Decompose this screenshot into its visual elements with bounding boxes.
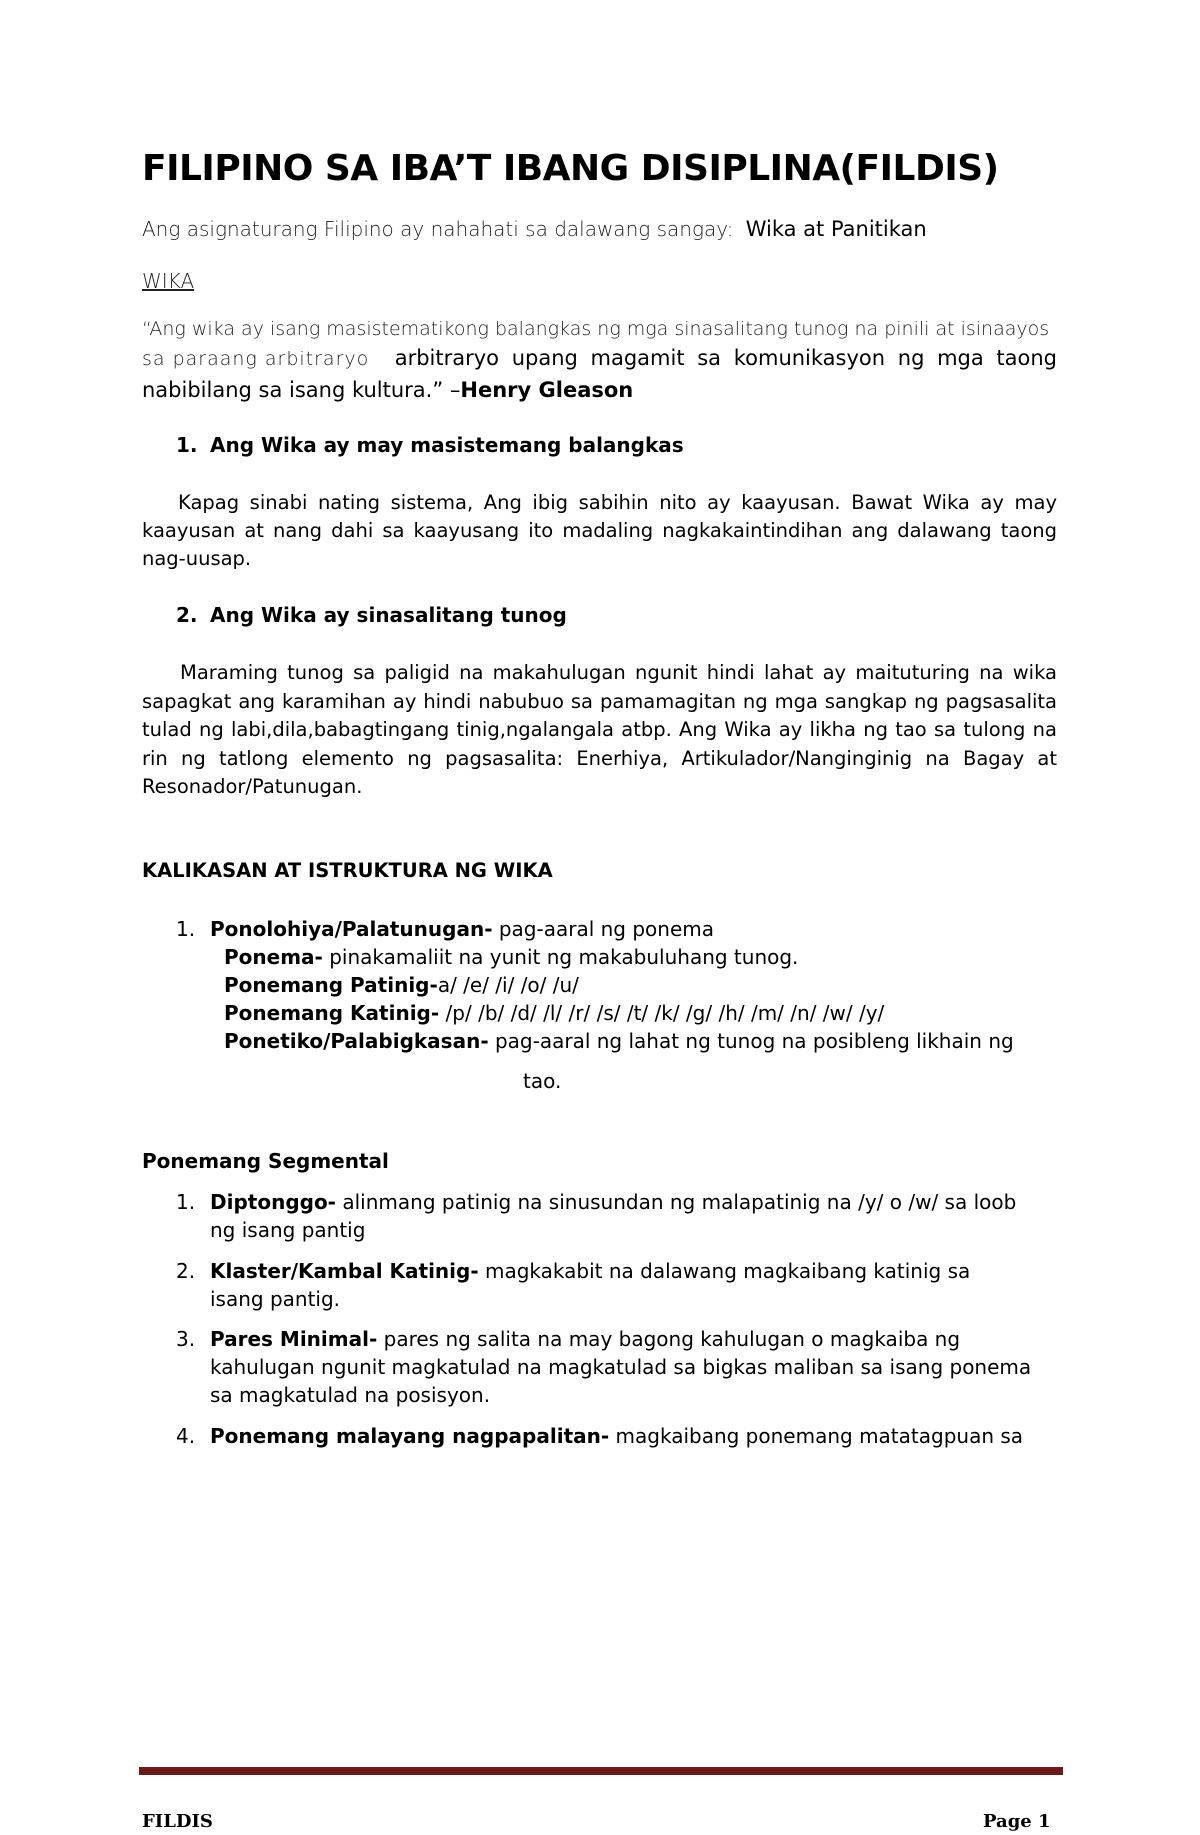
section2-heading	[176, 603, 567, 627]
segmental-item	[176, 1327, 960, 1351]
segmental-item-num: 4.	[176, 1424, 196, 1448]
katinig-line	[224, 1001, 884, 1025]
section1-heading	[176, 433, 684, 457]
definition-line-2b: arbitraryo upang magamit sa komunikasyon ng mga taong	[394, 346, 1057, 370]
segmental-item-line1: magkakabit na dalawang magkaibang katinig sa	[478, 1259, 971, 1283]
segmental-item-term: Diptonggo-	[210, 1190, 336, 1214]
segmental-item-term: Klaster/Kambal Katinig-	[210, 1259, 479, 1283]
footer-rule	[139, 1767, 1063, 1775]
segmental-item	[176, 1259, 970, 1283]
section1-num: 1.	[176, 433, 198, 457]
segmental-item-line3: sa magkatulad na posisyon.	[210, 1383, 491, 1407]
segmental-item-num: 1.	[176, 1190, 196, 1214]
definition-author: Henry Gleason	[460, 378, 634, 402]
segmental-item-line1: magkaibang ponemang matatagpuan sa	[609, 1424, 1024, 1448]
kalikasan-heading: KALIKASAN AT ISTRUKTURA NG WIKA	[142, 859, 553, 882]
footer-left: FILDIS	[142, 1811, 213, 1832]
segmental-item-line2: ng isang pantig	[210, 1218, 366, 1242]
section2-paragraph: Maraming tunog sa paligid na makahulugan ngunit hindi lahat ay maituturing na wika sapagkat ang karamihan ay hindi nabubuo sa pamamagitan ng mga sangkap ng pagsasalita tulad ng labi,dila,babagtingang tinig,ngalangala atbp. Ang Wika ay likha ng tao sa tulong na rin ng tatlong elemento ng pagsasalita: Enerhiya, Artikulador/Nanginginig na Bagay at Resonador/Patunugan.	[142, 661, 1057, 798]
katinig-desc: /p/ /b/ /d/ /l/ /r/ /s/ /t/ /k/ /g/ /h/ /m/ /n/ /w/ /y/	[439, 1001, 885, 1025]
segmental-item	[176, 1424, 1023, 1448]
segmental-item-num: 3.	[176, 1327, 196, 1351]
definition-line-2	[142, 346, 1057, 370]
definition-line-1: “Ang wika ay isang masistematikong balangkas ng mga sinasalitang tunog na pinili at isinaayos	[142, 318, 1050, 340]
footer-page-number: Page 1	[983, 1811, 1051, 1832]
segmental-item-line1: alinmang patinig na sinusundan ng malapatinig na /y/ o /w/ sa loob	[336, 1190, 1017, 1214]
definition-line-3	[142, 378, 633, 402]
kalikasan-item-1-term: Ponolohiya/Palatunugan-	[210, 917, 493, 941]
segmental-item-line1: pares ng salita na may bagong kahulugan o magkaiba ng	[377, 1327, 961, 1351]
ponetiko-line	[224, 1029, 1014, 1053]
section1-heading-text: Ang Wika ay may masistemang balangkas	[210, 433, 684, 457]
page-title: FILIPINO SA IBA’T IBANG DISIPLINA(FILDIS)	[142, 148, 999, 189]
kalikasan-item-1-desc: pag-aaral ng ponema	[492, 917, 715, 941]
patinig-term: Ponemang Patinig-	[224, 973, 438, 997]
definition-line-3-text: nabibilang sa isang kultura.” –	[142, 378, 461, 402]
segmental-item-line2: kahulugan ngunit magkatulad na magkatulad sa bigkas maliban sa isang ponema	[210, 1355, 1032, 1379]
patinig-desc: a/ /e/ /i/ /o/ /u/	[437, 973, 579, 997]
katinig-term: Ponemang Katinig-	[224, 1001, 440, 1025]
intro-branches: Wika at Panitikan	[745, 217, 927, 241]
ponema-term: Ponema-	[224, 945, 323, 969]
wika-heading: WIKA	[142, 269, 195, 293]
kalikasan-item-1-num: 1.	[176, 917, 196, 941]
segmental-item-line2: isang pantig.	[210, 1287, 341, 1311]
ponetiko-desc: pag-aaral ng lahat ng tunog na posibleng likhain ng	[488, 1029, 1014, 1053]
segmental-item-num: 2.	[176, 1259, 196, 1283]
patinig-line	[224, 973, 579, 997]
segmental-item	[176, 1190, 1016, 1214]
definition-line-2a: sa paraang arbitraryo	[142, 348, 370, 370]
segmental-item-term: Ponemang malayang nagpapalitan-	[210, 1424, 610, 1448]
section2-num: 2.	[176, 603, 198, 627]
segmental-heading: Ponemang Segmental	[142, 1149, 389, 1173]
intro-line	[142, 217, 927, 241]
ponetiko-continuation: tao.	[523, 1069, 562, 1093]
section1-paragraph: Kapag sinabi nating sistema, Ang ibig sabihin nito ay kaayusan. Bawat Wika ay may kaayusan at nang dahi sa kaayusang ito madaling nagkakaintindihan ang dalawang taong nag-uusap.	[142, 491, 1057, 570]
kalikasan-item-1	[176, 917, 714, 941]
ponema-line	[224, 945, 798, 969]
intro-text: Ang asignaturang Filipino ay nahahati sa dalawang sangay:	[142, 217, 734, 241]
ponema-desc: pinakamaliit na yunit ng makabuluhang tunog.	[322, 945, 799, 969]
section2-heading-text: Ang Wika ay sinasalitang tunog	[210, 603, 567, 627]
ponetiko-term: Ponetiko/Palabigkasan-	[224, 1029, 489, 1053]
segmental-item-term: Pares Minimal-	[210, 1327, 378, 1351]
